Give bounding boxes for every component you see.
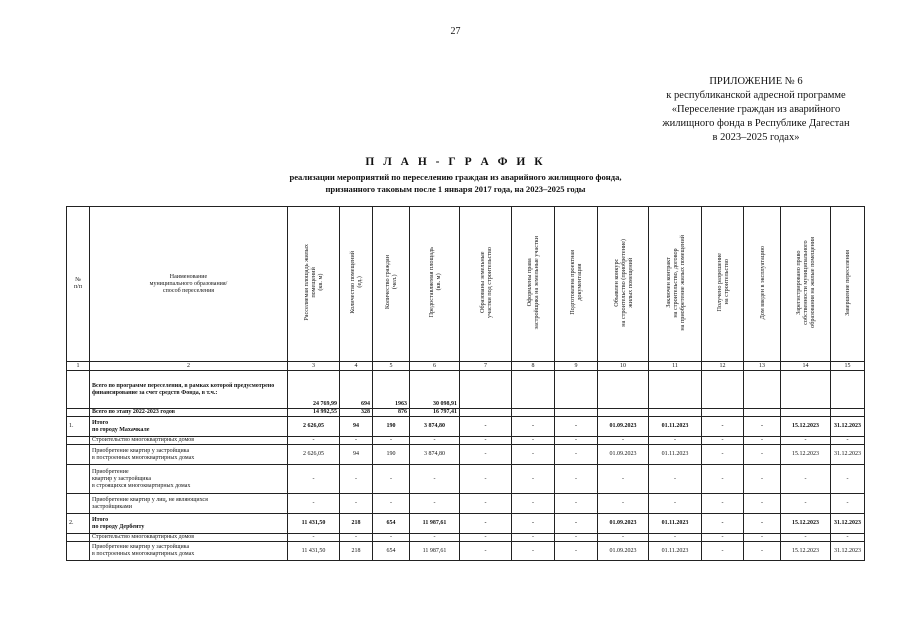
header-cell-project-docs: Подготовлена проектная документация bbox=[555, 207, 598, 362]
commissioned: - bbox=[744, 494, 781, 514]
tender-date bbox=[598, 409, 649, 417]
row-name: Итого по городу Махачкале bbox=[90, 417, 288, 437]
resettled-area: - bbox=[288, 494, 340, 514]
provided-area: 11 987,61 bbox=[410, 542, 460, 561]
row-number bbox=[67, 542, 90, 561]
permit: - bbox=[702, 445, 744, 465]
ownership-date: 15.12.2023 bbox=[781, 542, 831, 561]
column-number: 13 bbox=[744, 362, 781, 371]
land-plots bbox=[460, 371, 512, 409]
table-row bbox=[67, 534, 865, 542]
land-plots bbox=[460, 409, 512, 417]
table-row bbox=[67, 371, 865, 409]
project-docs: - bbox=[555, 494, 598, 514]
appendix-block bbox=[620, 75, 892, 145]
provided-area: - bbox=[410, 437, 460, 445]
table-row bbox=[67, 514, 865, 534]
provided-area: - bbox=[410, 465, 460, 494]
column-number: 3 bbox=[288, 362, 340, 371]
developer-rights bbox=[512, 371, 555, 409]
row-number bbox=[67, 494, 90, 514]
rooms-count: 694 bbox=[340, 371, 373, 409]
ownership-date: - bbox=[781, 437, 831, 445]
resettled-area: - bbox=[288, 534, 340, 542]
permit: - bbox=[702, 417, 744, 437]
contract-date: 01.11.2023 bbox=[649, 542, 702, 561]
schedule-table bbox=[66, 206, 865, 561]
permit: - bbox=[702, 494, 744, 514]
column-number: 12 bbox=[702, 362, 744, 371]
land-plots: - bbox=[460, 437, 512, 445]
column-number: 10 bbox=[598, 362, 649, 371]
table-body bbox=[67, 371, 865, 561]
contract-date: 01.11.2023 bbox=[649, 514, 702, 534]
contract-date: 01.11.2023 bbox=[649, 445, 702, 465]
row-number bbox=[67, 437, 90, 445]
resettled-area: 24 769,99 bbox=[288, 371, 340, 409]
subtitle-line: реализации мероприятий по переселению граждан из аварийного жилищного фонда, bbox=[289, 172, 622, 182]
document-title: П Л А Н - Г Р А Ф И К bbox=[365, 156, 546, 168]
completion-date: - bbox=[831, 494, 865, 514]
contract-date bbox=[649, 409, 702, 417]
completion-date bbox=[831, 409, 865, 417]
row-number bbox=[67, 534, 90, 542]
commissioned: - bbox=[744, 465, 781, 494]
land-plots: - bbox=[460, 465, 512, 494]
completion-date: 31.12.2023 bbox=[831, 542, 865, 561]
ownership-date: - bbox=[781, 465, 831, 494]
commissioned: - bbox=[744, 417, 781, 437]
rooms-count: - bbox=[340, 534, 373, 542]
header-cell-completion: Завершение переселения bbox=[831, 207, 865, 362]
people-count: 654 bbox=[373, 514, 410, 534]
ownership-date bbox=[781, 371, 831, 409]
header-cell-provided-area: Предоставляемая площадь (кв. м) bbox=[410, 207, 460, 362]
ownership-date bbox=[781, 409, 831, 417]
rooms-count: 94 bbox=[340, 417, 373, 437]
row-number: 2. bbox=[67, 514, 90, 534]
developer-rights bbox=[512, 409, 555, 417]
developer-rights: - bbox=[512, 445, 555, 465]
contract-date bbox=[649, 371, 702, 409]
project-docs bbox=[555, 371, 598, 409]
project-docs: - bbox=[555, 417, 598, 437]
project-docs: - bbox=[555, 514, 598, 534]
developer-rights: - bbox=[512, 437, 555, 445]
contract-date: - bbox=[649, 534, 702, 542]
project-docs: - bbox=[555, 465, 598, 494]
row-number bbox=[67, 445, 90, 465]
row-name: Приобретение квартир у застройщика в построенных многоквартирных домах bbox=[90, 542, 288, 561]
developer-rights: - bbox=[512, 514, 555, 534]
row-name: Приобретение квартир у застройщика в построенных многоквартирных домах bbox=[90, 445, 288, 465]
header-cell-tender: Объявлен конкурс на строительство (приобретение) жилых помещений bbox=[598, 207, 649, 362]
permit: - bbox=[702, 437, 744, 445]
permit: - bbox=[702, 534, 744, 542]
row-name: Всего по программе переселения, в рамках которой предусмотрено финансирование за счет средств Фонда, в т.ч.: bbox=[90, 371, 288, 409]
rooms-count: 328 bbox=[340, 409, 373, 417]
tender-date: - bbox=[598, 494, 649, 514]
tender-date: - bbox=[598, 534, 649, 542]
row-name: Приобретение квартир у лиц, не являющихся застройщиками bbox=[90, 494, 288, 514]
rooms-count: 218 bbox=[340, 514, 373, 534]
people-count: 190 bbox=[373, 417, 410, 437]
resettled-area: 11 431,50 bbox=[288, 542, 340, 561]
commissioned: - bbox=[744, 514, 781, 534]
ownership-date: 15.12.2023 bbox=[781, 445, 831, 465]
completion-date: - bbox=[831, 437, 865, 445]
tender-date: 01.09.2023 bbox=[598, 445, 649, 465]
developer-rights: - bbox=[512, 417, 555, 437]
header-cell-resettled-area: Расселяемая площадь жилых помещений (кв. м) bbox=[288, 207, 340, 362]
row-name: Строительство многоквартирных домов bbox=[90, 534, 288, 542]
document-subtitle bbox=[0, 171, 911, 195]
commissioned: - bbox=[744, 445, 781, 465]
tender-date bbox=[598, 371, 649, 409]
resettled-area: - bbox=[288, 465, 340, 494]
row-number bbox=[67, 409, 90, 417]
project-docs: - bbox=[555, 445, 598, 465]
contract-date: - bbox=[649, 465, 702, 494]
ownership-date: - bbox=[781, 534, 831, 542]
provided-area: 3 874,80 bbox=[410, 417, 460, 437]
completion-date: 31.12.2023 bbox=[831, 417, 865, 437]
commissioned: - bbox=[744, 437, 781, 445]
developer-rights: - bbox=[512, 534, 555, 542]
permit bbox=[702, 409, 744, 417]
developer-rights: - bbox=[512, 465, 555, 494]
column-number: 2 bbox=[90, 362, 288, 371]
table-row bbox=[67, 409, 865, 417]
resettled-area: - bbox=[288, 437, 340, 445]
land-plots: - bbox=[460, 445, 512, 465]
rooms-count: 218 bbox=[340, 542, 373, 561]
permit: - bbox=[702, 542, 744, 561]
provided-area: 3 874,80 bbox=[410, 445, 460, 465]
tender-date: 01.09.2023 bbox=[598, 514, 649, 534]
provided-area: 11 987,61 bbox=[410, 514, 460, 534]
resettled-area: 2 626,05 bbox=[288, 417, 340, 437]
people-count: 1963 bbox=[373, 371, 410, 409]
project-docs: - bbox=[555, 437, 598, 445]
column-number: 8 bbox=[512, 362, 555, 371]
header-cell-commissioned: Дом введен в эксплуатацию bbox=[744, 207, 781, 362]
page-number: 27 bbox=[450, 26, 461, 37]
provided-area: - bbox=[410, 534, 460, 542]
people-count: 190 bbox=[373, 445, 410, 465]
appendix-line: к республиканской адресной программе bbox=[666, 90, 846, 101]
rooms-count: 94 bbox=[340, 445, 373, 465]
appendix-line: жилищного фонда в Республике Дагестан bbox=[662, 118, 850, 129]
table-row bbox=[67, 417, 865, 437]
commissioned bbox=[744, 409, 781, 417]
contract-date: - bbox=[649, 437, 702, 445]
people-count: - bbox=[373, 534, 410, 542]
tender-date: 01.09.2023 bbox=[598, 417, 649, 437]
contract-date: 01.11.2023 bbox=[649, 417, 702, 437]
header-cell-permit: Получено разрешение на строительство bbox=[702, 207, 744, 362]
row-number bbox=[67, 465, 90, 494]
rooms-count: - bbox=[340, 437, 373, 445]
column-number: 4 bbox=[340, 362, 373, 371]
header-cell-ownership: Зарегистрировано право собственности муниципального образования на жилые помещения bbox=[781, 207, 831, 362]
table-row bbox=[67, 445, 865, 465]
completion-date: - bbox=[831, 465, 865, 494]
commissioned bbox=[744, 371, 781, 409]
ownership-date: - bbox=[781, 494, 831, 514]
resettled-area: 14 992,55 bbox=[288, 409, 340, 417]
column-number: 7 bbox=[460, 362, 512, 371]
commissioned: - bbox=[744, 534, 781, 542]
people-count: 876 bbox=[373, 409, 410, 417]
resettled-area: 2 626,05 bbox=[288, 445, 340, 465]
provided-area: 30 098,91 bbox=[410, 371, 460, 409]
column-number: 14 bbox=[781, 362, 831, 371]
ownership-date: 15.12.2023 bbox=[781, 514, 831, 534]
land-plots: - bbox=[460, 534, 512, 542]
table-row bbox=[67, 437, 865, 445]
appendix-line: в 2023–2025 годах» bbox=[712, 132, 800, 143]
table-header-row bbox=[67, 207, 865, 362]
header-cell-name: Наименование муниципального образования/ способ переселения bbox=[90, 207, 288, 362]
people-count: - bbox=[373, 494, 410, 514]
header-cell-contract: Заключен контракт на строительство, договор на приобретение жилых помещений bbox=[649, 207, 702, 362]
header-cell-land-plots: Образованы земельные участки под строительство bbox=[460, 207, 512, 362]
header-cell-rooms: Количество помещений (ед.) bbox=[340, 207, 373, 362]
column-number-row bbox=[67, 362, 865, 371]
row-name: Приобретение квартир у застройщика в строящихся многоквартирных домах bbox=[90, 465, 288, 494]
project-docs bbox=[555, 409, 598, 417]
resettled-area: 11 431,50 bbox=[288, 514, 340, 534]
row-name: Итого по городу Дербенту bbox=[90, 514, 288, 534]
commissioned: - bbox=[744, 542, 781, 561]
column-number: 11 bbox=[649, 362, 702, 371]
permit: - bbox=[702, 465, 744, 494]
tender-date: - bbox=[598, 437, 649, 445]
people-count: - bbox=[373, 465, 410, 494]
completion-date: 31.12.2023 bbox=[831, 445, 865, 465]
land-plots: - bbox=[460, 417, 512, 437]
developer-rights: - bbox=[512, 542, 555, 561]
provided-area: - bbox=[410, 494, 460, 514]
column-number: 5 bbox=[373, 362, 410, 371]
tender-date: 01.09.2023 bbox=[598, 542, 649, 561]
table-row bbox=[67, 465, 865, 494]
completion-date: 31.12.2023 bbox=[831, 514, 865, 534]
row-number: 1. bbox=[67, 417, 90, 437]
people-count: 654 bbox=[373, 542, 410, 561]
developer-rights: - bbox=[512, 494, 555, 514]
tender-date: - bbox=[598, 465, 649, 494]
column-number: 9 bbox=[555, 362, 598, 371]
project-docs: - bbox=[555, 542, 598, 561]
permit: - bbox=[702, 514, 744, 534]
provided-area: 16 797,41 bbox=[410, 409, 460, 417]
land-plots: - bbox=[460, 514, 512, 534]
column-number: 6 bbox=[410, 362, 460, 371]
rooms-count: - bbox=[340, 465, 373, 494]
header-cell-number: № п/п bbox=[67, 207, 90, 362]
permit bbox=[702, 371, 744, 409]
subtitle-line: признанного таковым после 1 января 2017 года, на 2023–2025 годы bbox=[325, 184, 586, 194]
header-cell-people: Количество граждан (чел.) bbox=[373, 207, 410, 362]
land-plots: - bbox=[460, 494, 512, 514]
appendix-title: ПРИЛОЖЕНИЕ № 6 bbox=[709, 76, 803, 87]
completion-date: - bbox=[831, 534, 865, 542]
completion-date bbox=[831, 371, 865, 409]
project-docs: - bbox=[555, 534, 598, 542]
row-name: Всего по этапу 2022-2023 годов bbox=[90, 409, 288, 417]
column-number: 1 bbox=[67, 362, 90, 371]
people-count: - bbox=[373, 437, 410, 445]
table-row bbox=[67, 542, 865, 561]
appendix-line: «Переселение граждан из аварийного bbox=[671, 104, 841, 115]
row-name: Строительство многоквартирных домов bbox=[90, 437, 288, 445]
ownership-date: 15.12.2023 bbox=[781, 417, 831, 437]
table-row bbox=[67, 494, 865, 514]
row-number bbox=[67, 371, 90, 409]
column-number: 15 bbox=[831, 362, 865, 371]
contract-date: - bbox=[649, 494, 702, 514]
rooms-count: - bbox=[340, 494, 373, 514]
header-cell-developer-rights: Оформлены права застройщика на земельные участки bbox=[512, 207, 555, 362]
land-plots: - bbox=[460, 542, 512, 561]
